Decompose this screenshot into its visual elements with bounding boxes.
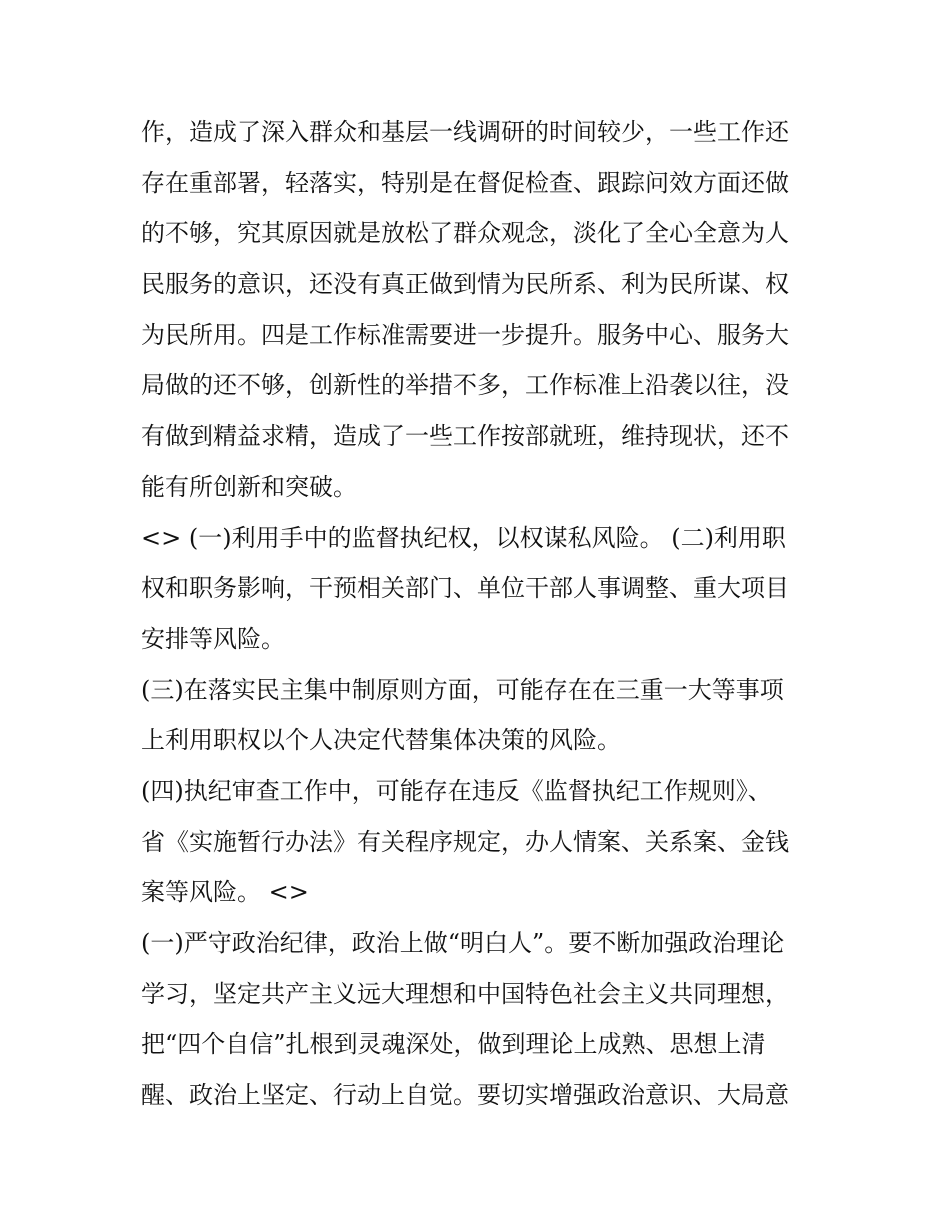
text-line-19: 把“四个自信”扎根到灵魂深处，做到理论上成熟、思想上清 [141, 1030, 766, 1059]
text-line-6: 局做的还不够，创新性的举措不多，工作标准上沿袭以往，没 [141, 371, 789, 400]
text-line-2: 存在重部署，轻落实，特别是在督促检查、跟踪问效方面还做 [141, 168, 789, 197]
text-line-4: 民服务的意识，还没有真正做到情为民所系、利为民所谋、权 [141, 270, 789, 299]
text-line-15: 省《实施暂行办法》有关程序规定，办人情案、关系案、金钱 [141, 827, 789, 856]
text-line-9: <> (一)利用手中的监督执纪权，以权谋私风险。 (二)利用职 [141, 523, 786, 552]
text-line-10: 权和职务影响，干预相关部门、单位干部人事调整、重大项目 [141, 574, 789, 603]
text-line-20: 醒、政治上坚定、行动上自觉。要切实增强政治意识、大局意 [141, 1081, 789, 1110]
text-line-14: (四)执纪审查工作中，可能存在违反《监督执纪工作规则》、 [141, 776, 772, 805]
text-line-16: 案等风险。 <> [141, 878, 309, 907]
text-line-13: 上利用职权以个人决定代替集体决策的风险。 [141, 726, 621, 755]
text-line-1: 作，造成了深入群众和基层一线调研的时间较少，一些工作还 [141, 118, 789, 146]
body-text [141, 107, 821, 1121]
text-line-3: 的不够，究其原因就是放松了群众观念，淡化了全心全意为人 [141, 219, 789, 248]
text-line-8: 能有所创新和突破。 [141, 472, 357, 501]
text-line-17: (一)严守政治纪律，政治上做“明白人”。要不断加强政治理论 [141, 929, 785, 957]
text-line-7: 有做到精益求精，造成了一些工作按部就班，维持现状，还不 [141, 422, 789, 451]
text-line-12: (三)在落实民主集中制原则方面，可能存在在三重一大等事项 [141, 675, 784, 704]
text-line-5: 为民所用。四是工作标准需要进一步提升。服务中心、服务大 [141, 320, 789, 349]
text-line-11: 安排等风险。 [141, 624, 285, 653]
text-line-18: 学习，坚定共产主义远大理想和中国特色社会主义共同理想， [141, 979, 789, 1008]
